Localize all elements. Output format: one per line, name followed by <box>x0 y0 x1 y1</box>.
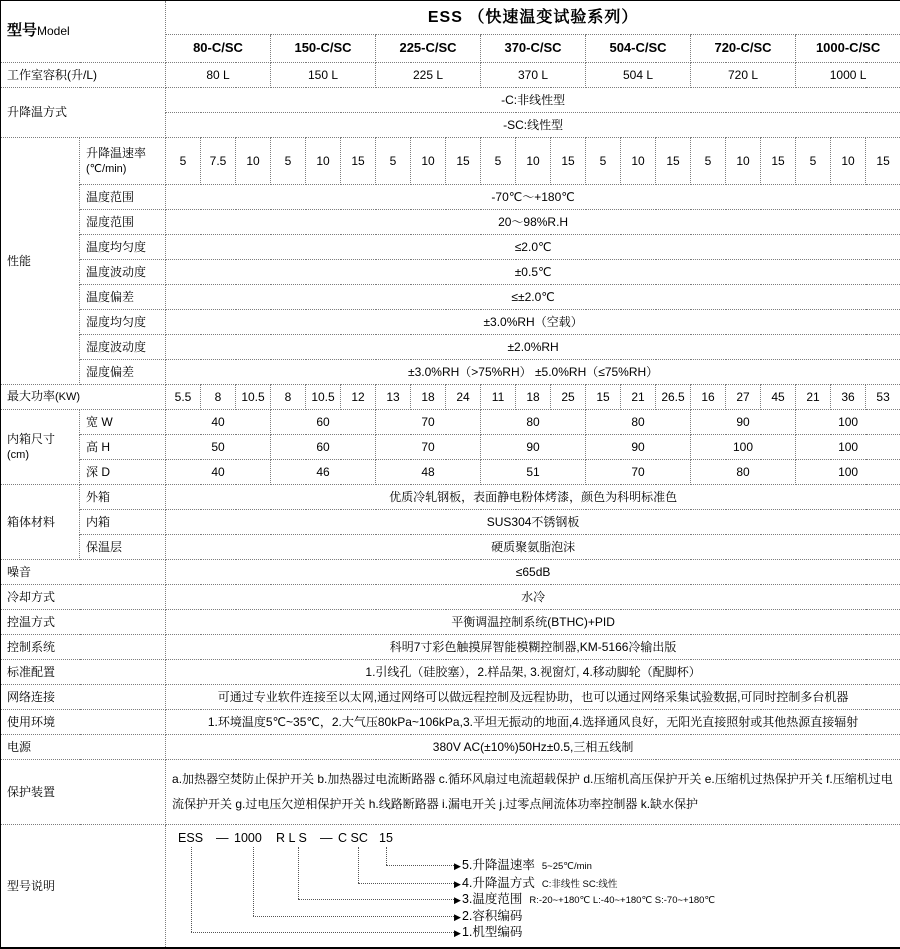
row-label: 控温方式 <box>1 610 166 635</box>
connector-line <box>386 847 387 865</box>
size-value: 90 <box>586 435 691 460</box>
size-value: 80 <box>691 460 796 485</box>
row-value: 1.引线孔（硅胶塞），2.样品架, 3.视窗灯, 4.移动脚轮（配脚杯） <box>166 660 900 685</box>
control-system-row <box>1 635 900 660</box>
material-sublabel: 外箱 <box>80 485 166 510</box>
size-sublabel: 深 D <box>80 460 166 485</box>
environment-row <box>1 710 900 735</box>
size-value: 100 <box>796 435 900 460</box>
perf-row <box>1 260 900 285</box>
size-sublabel: 高 H <box>80 435 166 460</box>
rate-value: 15 <box>446 138 481 185</box>
power-value: 36 <box>831 385 866 410</box>
size-value: 50 <box>166 435 271 460</box>
model-name: 720-C/SC <box>691 35 796 63</box>
rate-value: 10 <box>831 138 866 185</box>
legend-item-3 <box>454 892 715 908</box>
size-value: 90 <box>481 435 586 460</box>
legend-item-text: 1.机型编码 <box>461 925 523 939</box>
rate-value: 10 <box>516 138 551 185</box>
row-value: 平衡调温控制系统(BTHC)+PID <box>166 610 900 635</box>
size-row-height <box>1 435 900 460</box>
row-label: 控制系统 <box>1 635 166 660</box>
cooling-row <box>1 585 900 610</box>
power-value: 16 <box>691 385 726 410</box>
volume-value: 80 L <box>166 63 271 88</box>
size-row-width <box>1 410 900 435</box>
perf-row <box>1 285 900 310</box>
size-value: 100 <box>796 460 900 485</box>
material-label: 箱体材料 <box>1 485 80 560</box>
power-value: 5.5 <box>166 385 201 410</box>
arrow-right-icon: ▶ <box>454 879 461 889</box>
perf-row <box>1 335 900 360</box>
code-part-series: ESS <box>178 831 204 845</box>
code-part-mode: C SC <box>338 831 368 845</box>
power-supply-row <box>1 735 900 760</box>
perf-sublabel: 温度范围 <box>80 185 166 210</box>
model-label-en: Model <box>37 24 70 39</box>
arrow-right-icon: ▶ <box>454 912 461 922</box>
protection-label: 保护装置 <box>1 760 166 825</box>
model-name: 150-C/SC <box>271 35 376 63</box>
series-title: ESS （快速温变试验系列） <box>166 1 900 35</box>
code-dash: — <box>320 831 333 845</box>
model-legend-cell <box>166 825 900 949</box>
model-legend-row <box>1 825 900 949</box>
connector-line <box>298 899 454 900</box>
model-name: 80-C/SC <box>166 35 271 63</box>
noise-row <box>1 560 900 585</box>
temp-mode-nonlinear: -C:非线性型 <box>166 88 900 113</box>
rate-value: 15 <box>551 138 586 185</box>
connector-line <box>358 883 454 884</box>
legend-item-text: 4.升降温方式 <box>461 876 535 890</box>
power-value: 27 <box>726 385 761 410</box>
temp-control-row <box>1 610 900 635</box>
perf-value: -70℃～+180℃ <box>166 185 900 210</box>
power-value: 13 <box>376 385 411 410</box>
volume-value: 1000 L <box>796 63 900 88</box>
volume-value: 720 L <box>691 63 796 88</box>
power-value: 12 <box>341 385 376 410</box>
material-value: 优质冷轧钢板，表面静电粉体烤漆，颜色为科明标准色 <box>166 485 900 510</box>
rate-value: 10 <box>621 138 656 185</box>
legend-item-1 <box>454 925 522 941</box>
rate-value: 5 <box>166 138 201 185</box>
size-value: 60 <box>271 435 376 460</box>
power-value: 18 <box>411 385 446 410</box>
rate-label-line1: 升降温速率 <box>86 145 147 160</box>
standard-config-row <box>1 660 900 685</box>
size-value: 90 <box>691 410 796 435</box>
rate-value: 5 <box>796 138 831 185</box>
size-value: 100 <box>796 410 900 435</box>
material-value: 硬质聚氨脂泡沫 <box>166 535 900 560</box>
power-value: 21 <box>796 385 831 410</box>
power-value: 24 <box>446 385 481 410</box>
perf-row <box>1 310 900 335</box>
power-value: 18 <box>516 385 551 410</box>
power-value: 8 <box>271 385 306 410</box>
perf-sublabel: 温度均匀度 <box>80 235 166 260</box>
power-label-cell <box>1 385 166 410</box>
model-label-cn: 型号 <box>7 22 38 40</box>
power-value: 10.5 <box>306 385 341 410</box>
legend-item-4 <box>454 876 617 892</box>
legend-item-text: 2.容积编码 <box>461 909 523 923</box>
rate-value: 5 <box>691 138 726 185</box>
material-value: SUS304不锈钢板 <box>166 510 900 535</box>
row-value: ≤65dB <box>166 560 900 585</box>
rate-row <box>1 138 900 185</box>
volume-value: 504 L <box>586 63 691 88</box>
inner-size-label <box>1 410 80 485</box>
size-row-depth <box>1 460 900 485</box>
code-part-volume: 1000 <box>234 831 262 845</box>
rate-value: 5 <box>586 138 621 185</box>
rate-value: 15 <box>761 138 796 185</box>
row-value: 科明7寸彩色触摸屏智能模糊控制器,KM-5166冷输出版 <box>166 635 900 660</box>
network-row <box>1 685 900 710</box>
code-dash: — <box>216 831 229 845</box>
rate-value: 5 <box>271 138 306 185</box>
perf-sublabel: 湿度范围 <box>80 210 166 235</box>
material-row-inner <box>1 510 900 535</box>
perf-sublabel: 湿度波动度 <box>80 335 166 360</box>
size-value: 48 <box>376 460 481 485</box>
power-label: 最大功率 <box>7 389 56 404</box>
material-row-outer <box>1 485 900 510</box>
perf-row <box>1 185 900 210</box>
size-value: 80 <box>586 410 691 435</box>
legend-item-text: 3.温度范围 <box>461 892 523 906</box>
inner-size-label-line2: (cm) <box>7 448 29 461</box>
connector-line <box>358 847 359 883</box>
perf-value: ≤2.0℃ <box>166 235 900 260</box>
legend-item-detail: 5~25℃/min <box>541 861 592 872</box>
row-label: 标准配置 <box>1 660 166 685</box>
size-value: 40 <box>166 460 271 485</box>
rate-value: 10 <box>236 138 271 185</box>
power-value: 11 <box>481 385 516 410</box>
model-legend-label: 型号说明 <box>1 825 166 949</box>
size-value: 100 <box>691 435 796 460</box>
perf-sublabel: 温度波动度 <box>80 260 166 285</box>
volume-value: 150 L <box>271 63 376 88</box>
size-value: 60 <box>271 410 376 435</box>
inner-size-label-line1: 内箱尺寸 <box>7 431 56 446</box>
row-value: 水冷 <box>166 585 900 610</box>
perf-value: ±2.0%RH <box>166 335 900 360</box>
power-value: 10.5 <box>236 385 271 410</box>
power-value: 21 <box>621 385 656 410</box>
rate-value: 15 <box>341 138 376 185</box>
power-value: 53 <box>866 385 900 410</box>
connector-line <box>191 932 454 933</box>
perf-sublabel: 温度偏差 <box>80 285 166 310</box>
power-value: 45 <box>761 385 796 410</box>
legend-item-detail: C:非线性 SC:线性 <box>541 879 618 890</box>
connector-line <box>386 865 454 866</box>
perf-value: ±3.0%RH（>75%RH） ±5.0%RH（≤75%RH） <box>166 360 900 385</box>
perf-sublabel: 湿度均匀度 <box>80 310 166 335</box>
model-name: 504-C/SC <box>586 35 691 63</box>
legend-item-5 <box>454 858 592 874</box>
legend-item-text: 5.升降温速率 <box>461 858 535 872</box>
size-value: 80 <box>481 410 586 435</box>
power-value: 25 <box>551 385 586 410</box>
arrow-right-icon: ▶ <box>454 861 461 871</box>
row-value: 可通过专业软件连接至以太网,通过网络可以做远程控制及远程协助，也可以通过网络采集试验数据,可同时控制多台机器 <box>166 685 900 710</box>
size-value: 40 <box>166 410 271 435</box>
model-legend-diagram <box>166 825 899 947</box>
model-name: 370-C/SC <box>481 35 586 63</box>
legend-item-detail: R:-20~+180℃ L:-40~+180℃ S:-70~+180℃ <box>529 895 716 906</box>
volume-row <box>1 63 900 88</box>
model-name: 1000-C/SC <box>796 35 900 63</box>
arrow-right-icon: ▶ <box>454 928 461 938</box>
perf-row <box>1 210 900 235</box>
row-value: 1.环境温度5℃~35℃，2.大气压80kPa~106kPa,3.平坦无振动的地面,4.选择通风良好，无阳光直接照射或其他热源直接辐射 <box>166 710 900 735</box>
temp-mode-label: 升降温方式 <box>1 88 166 138</box>
rate-label-line2: (℃/min) <box>86 162 127 175</box>
protection-value: a.加热器空焚防止保护开关 b.加热器过电流断路器 c.循环风扇过电流超载保护 d.压缩机高压保护开关 e.压缩机过热保护开关 f.压缩机过电流保护开关 g.过电压欠逆相保护开关 h.线路断路器 i.漏电开关 j.过零点闸流体功率控制器 k.缺水保护 <box>166 760 900 825</box>
connector-line <box>298 847 299 899</box>
perf-value: 20～98%R.H <box>166 210 900 235</box>
power-value: 26.5 <box>656 385 691 410</box>
row-label: 电源 <box>1 735 166 760</box>
header-row <box>1 1 900 35</box>
volume-value: 225 L <box>376 63 481 88</box>
rate-value: 10 <box>726 138 761 185</box>
perf-row <box>1 360 900 385</box>
code-part-range: R L S <box>276 831 307 845</box>
power-unit: (KW) <box>55 391 81 404</box>
code-part-rate: 15 <box>379 831 393 845</box>
volume-label: 工作室容积(升/L) <box>1 63 166 88</box>
connector-line <box>253 916 454 917</box>
row-value: 380V AC(±10%)50Hz±0.5,三相五线制 <box>166 735 900 760</box>
perf-value: ±0.5℃ <box>166 260 900 285</box>
protection-row <box>1 760 900 825</box>
row-label: 网络连接 <box>1 685 166 710</box>
rate-value: 10 <box>411 138 446 185</box>
model-name: 225-C/SC <box>376 35 481 63</box>
performance-label: 性能 <box>1 138 80 385</box>
legend-item-2 <box>454 909 522 925</box>
perf-value: ≤±2.0℃ <box>166 285 900 310</box>
rate-label <box>80 138 166 185</box>
size-value: 70 <box>376 410 481 435</box>
material-row-insulation <box>1 535 900 560</box>
material-sublabel: 保温层 <box>80 535 166 560</box>
row-label: 冷却方式 <box>1 585 166 610</box>
perf-row <box>1 235 900 260</box>
arrow-right-icon: ▶ <box>454 895 461 905</box>
rate-value: 5 <box>376 138 411 185</box>
perf-value: ±3.0%RH（空载） <box>166 310 900 335</box>
power-value: 8 <box>201 385 236 410</box>
size-sublabel: 宽 W <box>80 410 166 435</box>
row-label: 使用环境 <box>1 710 166 735</box>
size-value: 51 <box>481 460 586 485</box>
temp-mode-row-1 <box>1 88 900 113</box>
model-header-cell <box>1 1 166 63</box>
row-label: 噪音 <box>1 560 166 585</box>
size-value: 70 <box>586 460 691 485</box>
connector-line <box>191 847 192 932</box>
rate-value: 10 <box>306 138 341 185</box>
rate-value: 15 <box>656 138 691 185</box>
power-row <box>1 385 900 410</box>
connector-line <box>253 847 254 916</box>
volume-value: 370 L <box>481 63 586 88</box>
temp-mode-linear: -SC:线性型 <box>166 113 900 138</box>
power-value: 15 <box>586 385 621 410</box>
rate-value: 15 <box>866 138 900 185</box>
size-value: 46 <box>271 460 376 485</box>
material-sublabel: 内箱 <box>80 510 166 535</box>
size-value: 70 <box>376 435 481 460</box>
rate-value: 7.5 <box>201 138 236 185</box>
perf-sublabel: 湿度偏差 <box>80 360 166 385</box>
rate-value: 5 <box>481 138 516 185</box>
